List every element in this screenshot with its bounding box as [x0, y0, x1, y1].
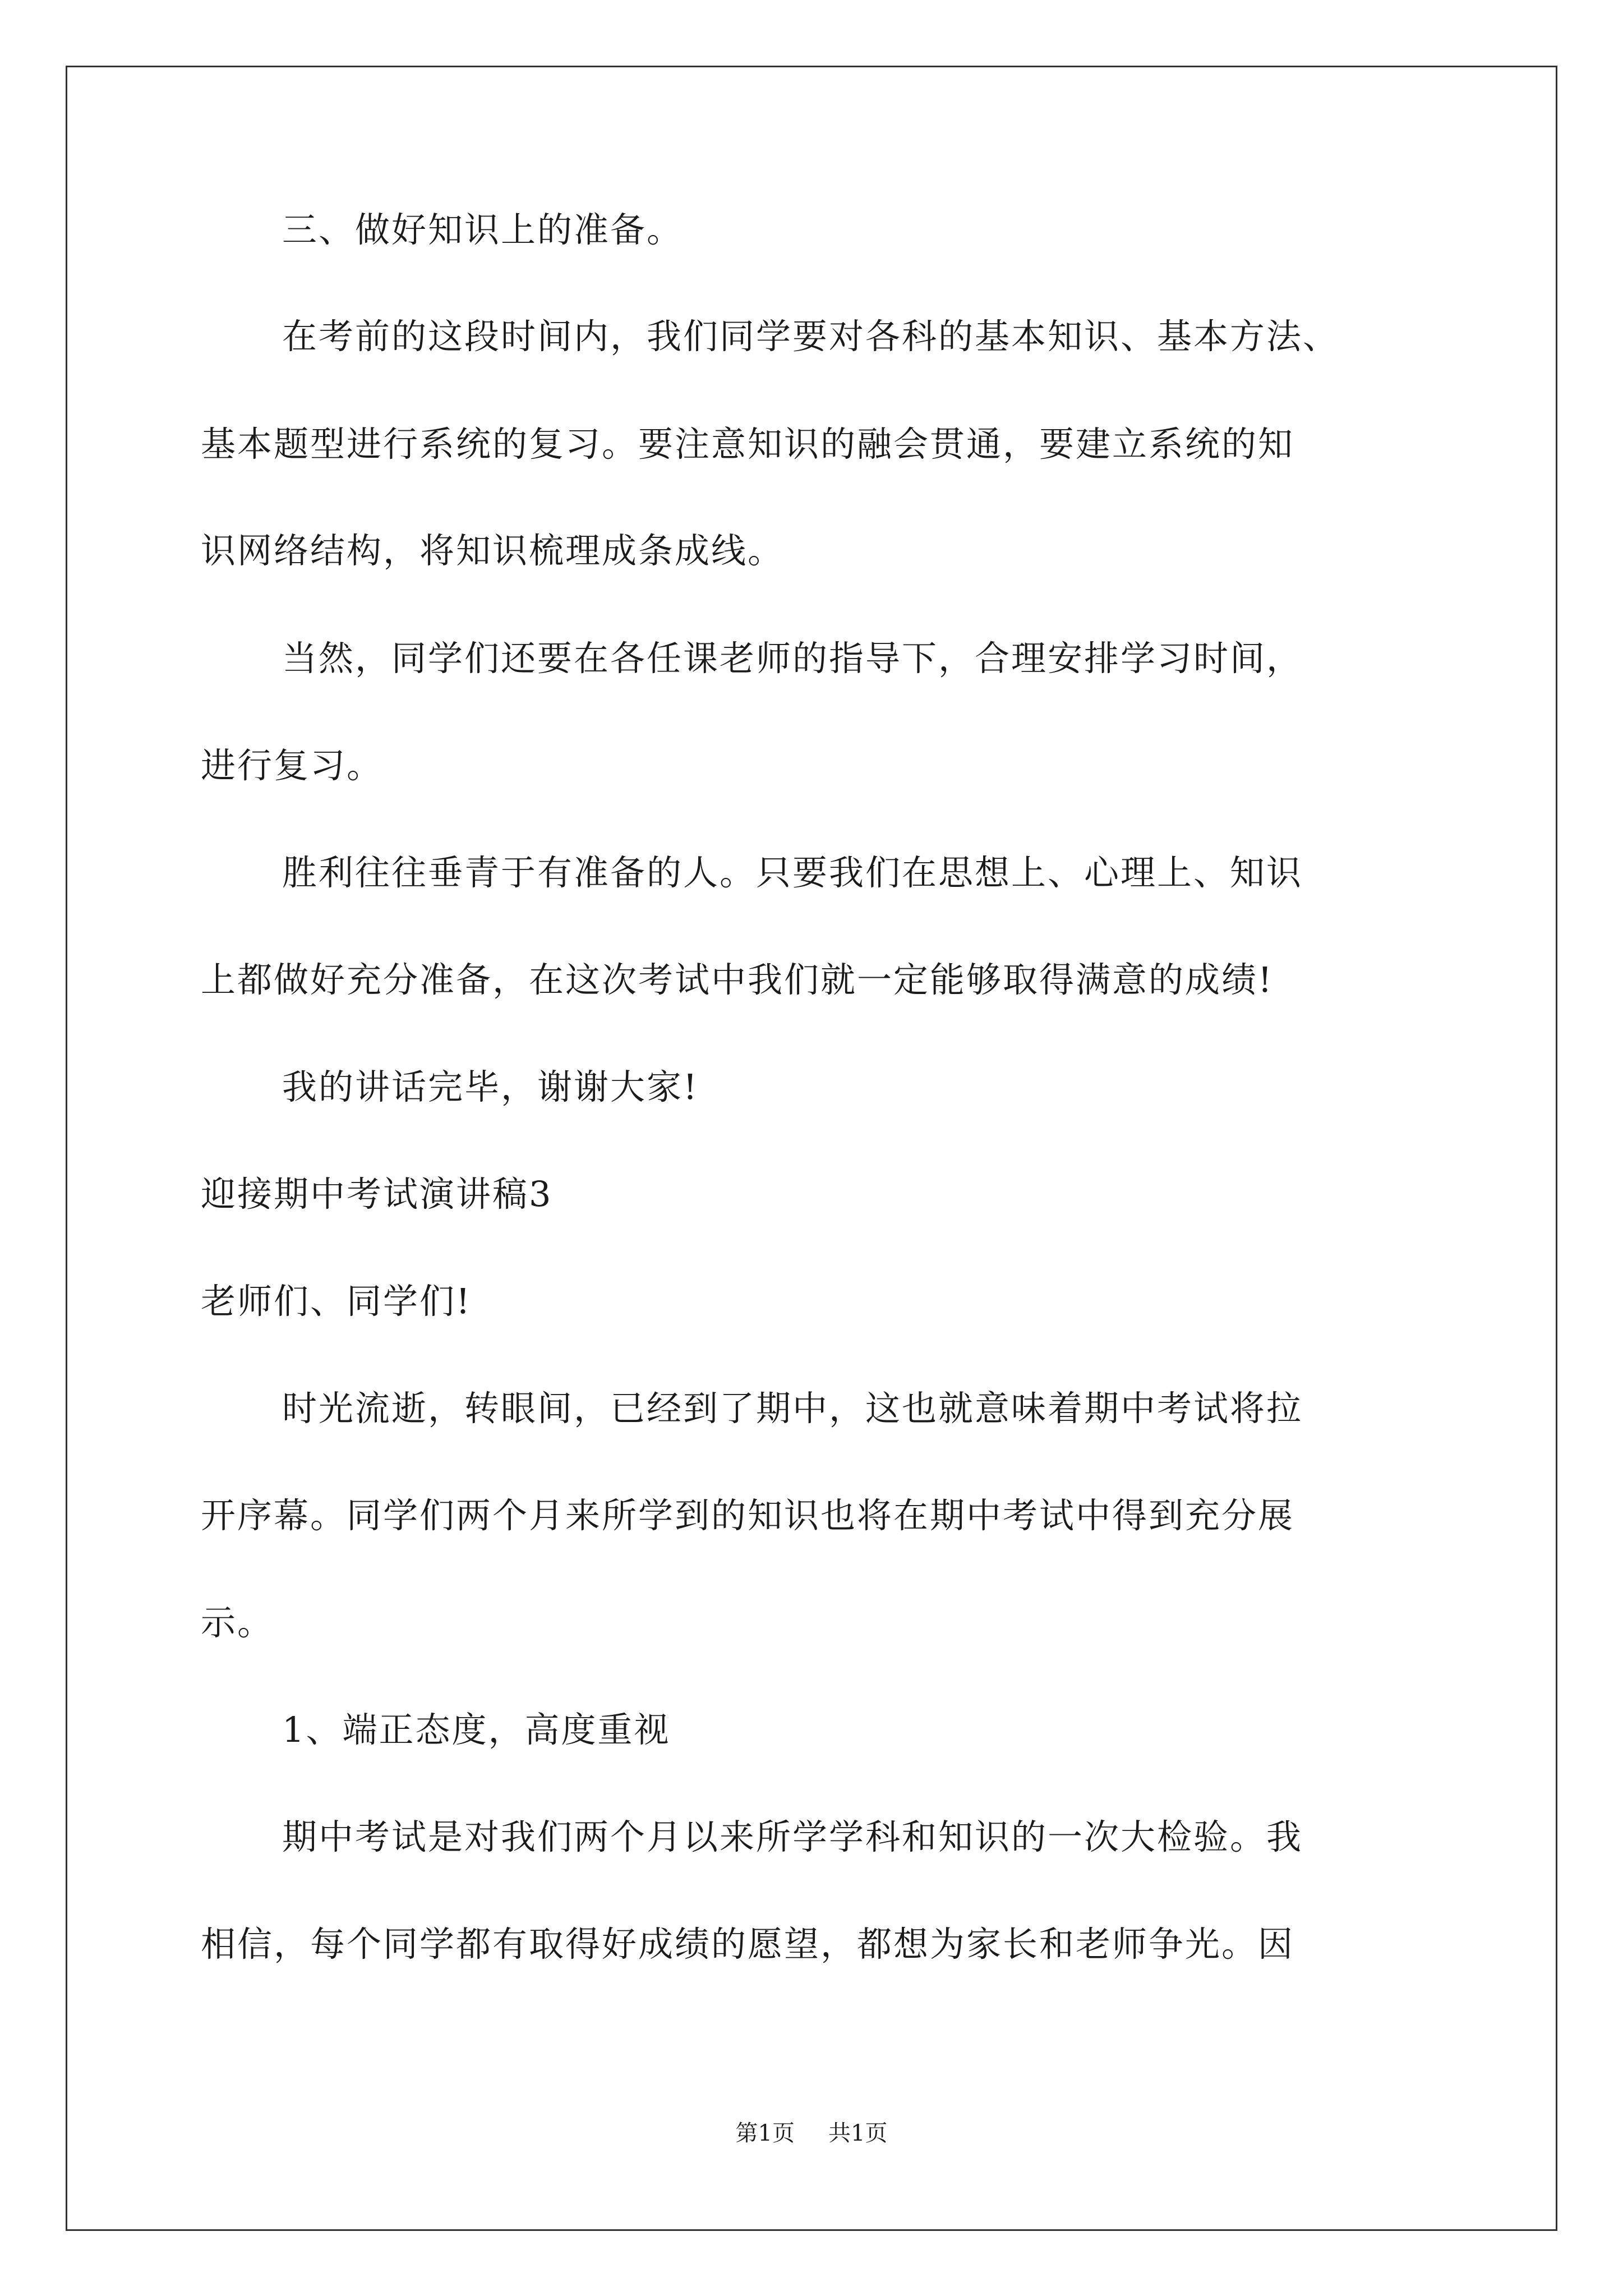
section-heading: 迎接期中考试演讲稿3 — [201, 1174, 553, 1214]
salutation: 老师们、同学们! — [201, 1281, 472, 1322]
paragraph-line: 三、做好知识上的准备。 — [282, 209, 684, 250]
page-border — [66, 66, 1557, 2231]
paragraph-line: 胜利往往垂青于有准备的人。只要我们在思想上、心理上、知识 — [282, 852, 1303, 893]
page-count: 共1页 — [828, 2120, 888, 2146]
page-number: 第1页 — [735, 2120, 795, 2146]
paragraph-line: 基本题型进行系统的复习。要注意知识的融会贯通，要建立系统的知 — [201, 424, 1295, 464]
paragraph-line: 在考前的这段时间内，我们同学要对各科的基本知识、基本方法、 — [282, 316, 1340, 357]
paragraph-line: 进行复习。 — [201, 745, 384, 786]
page-footer — [0, 2119, 1623, 2147]
paragraph-line: 识网络结构，将知识梳理成条成线。 — [201, 530, 785, 571]
paragraph-line: 时光流逝，转眼间，已经到了期中，这也就意味着期中考试将拉 — [282, 1388, 1303, 1429]
paragraph-line: 上都做好充分准备，在这次考试中我们就一定能够取得满意的成绩! — [201, 959, 1274, 1000]
paragraph-line: 当然，同学们还要在各任课老师的指导下，合理安排学习时间， — [282, 638, 1303, 679]
paragraph-line: 我的讲话完毕，谢谢大家! — [282, 1066, 699, 1107]
paragraph-line: 期中考试是对我们两个月以来所学学科和知识的一次大检验。我 — [282, 1816, 1303, 1857]
paragraph-line: 相信，每个同学都有取得好成绩的愿望，都想为家长和老师争光。因 — [201, 1924, 1295, 1964]
list-heading: 1、端正态度，高度重视 — [282, 1709, 671, 1750]
paragraph-line: 开序幕。同学们两个月来所学到的知识也将在期中考试中得到充分展 — [201, 1495, 1295, 1536]
paragraph-line: 示。 — [201, 1602, 274, 1643]
